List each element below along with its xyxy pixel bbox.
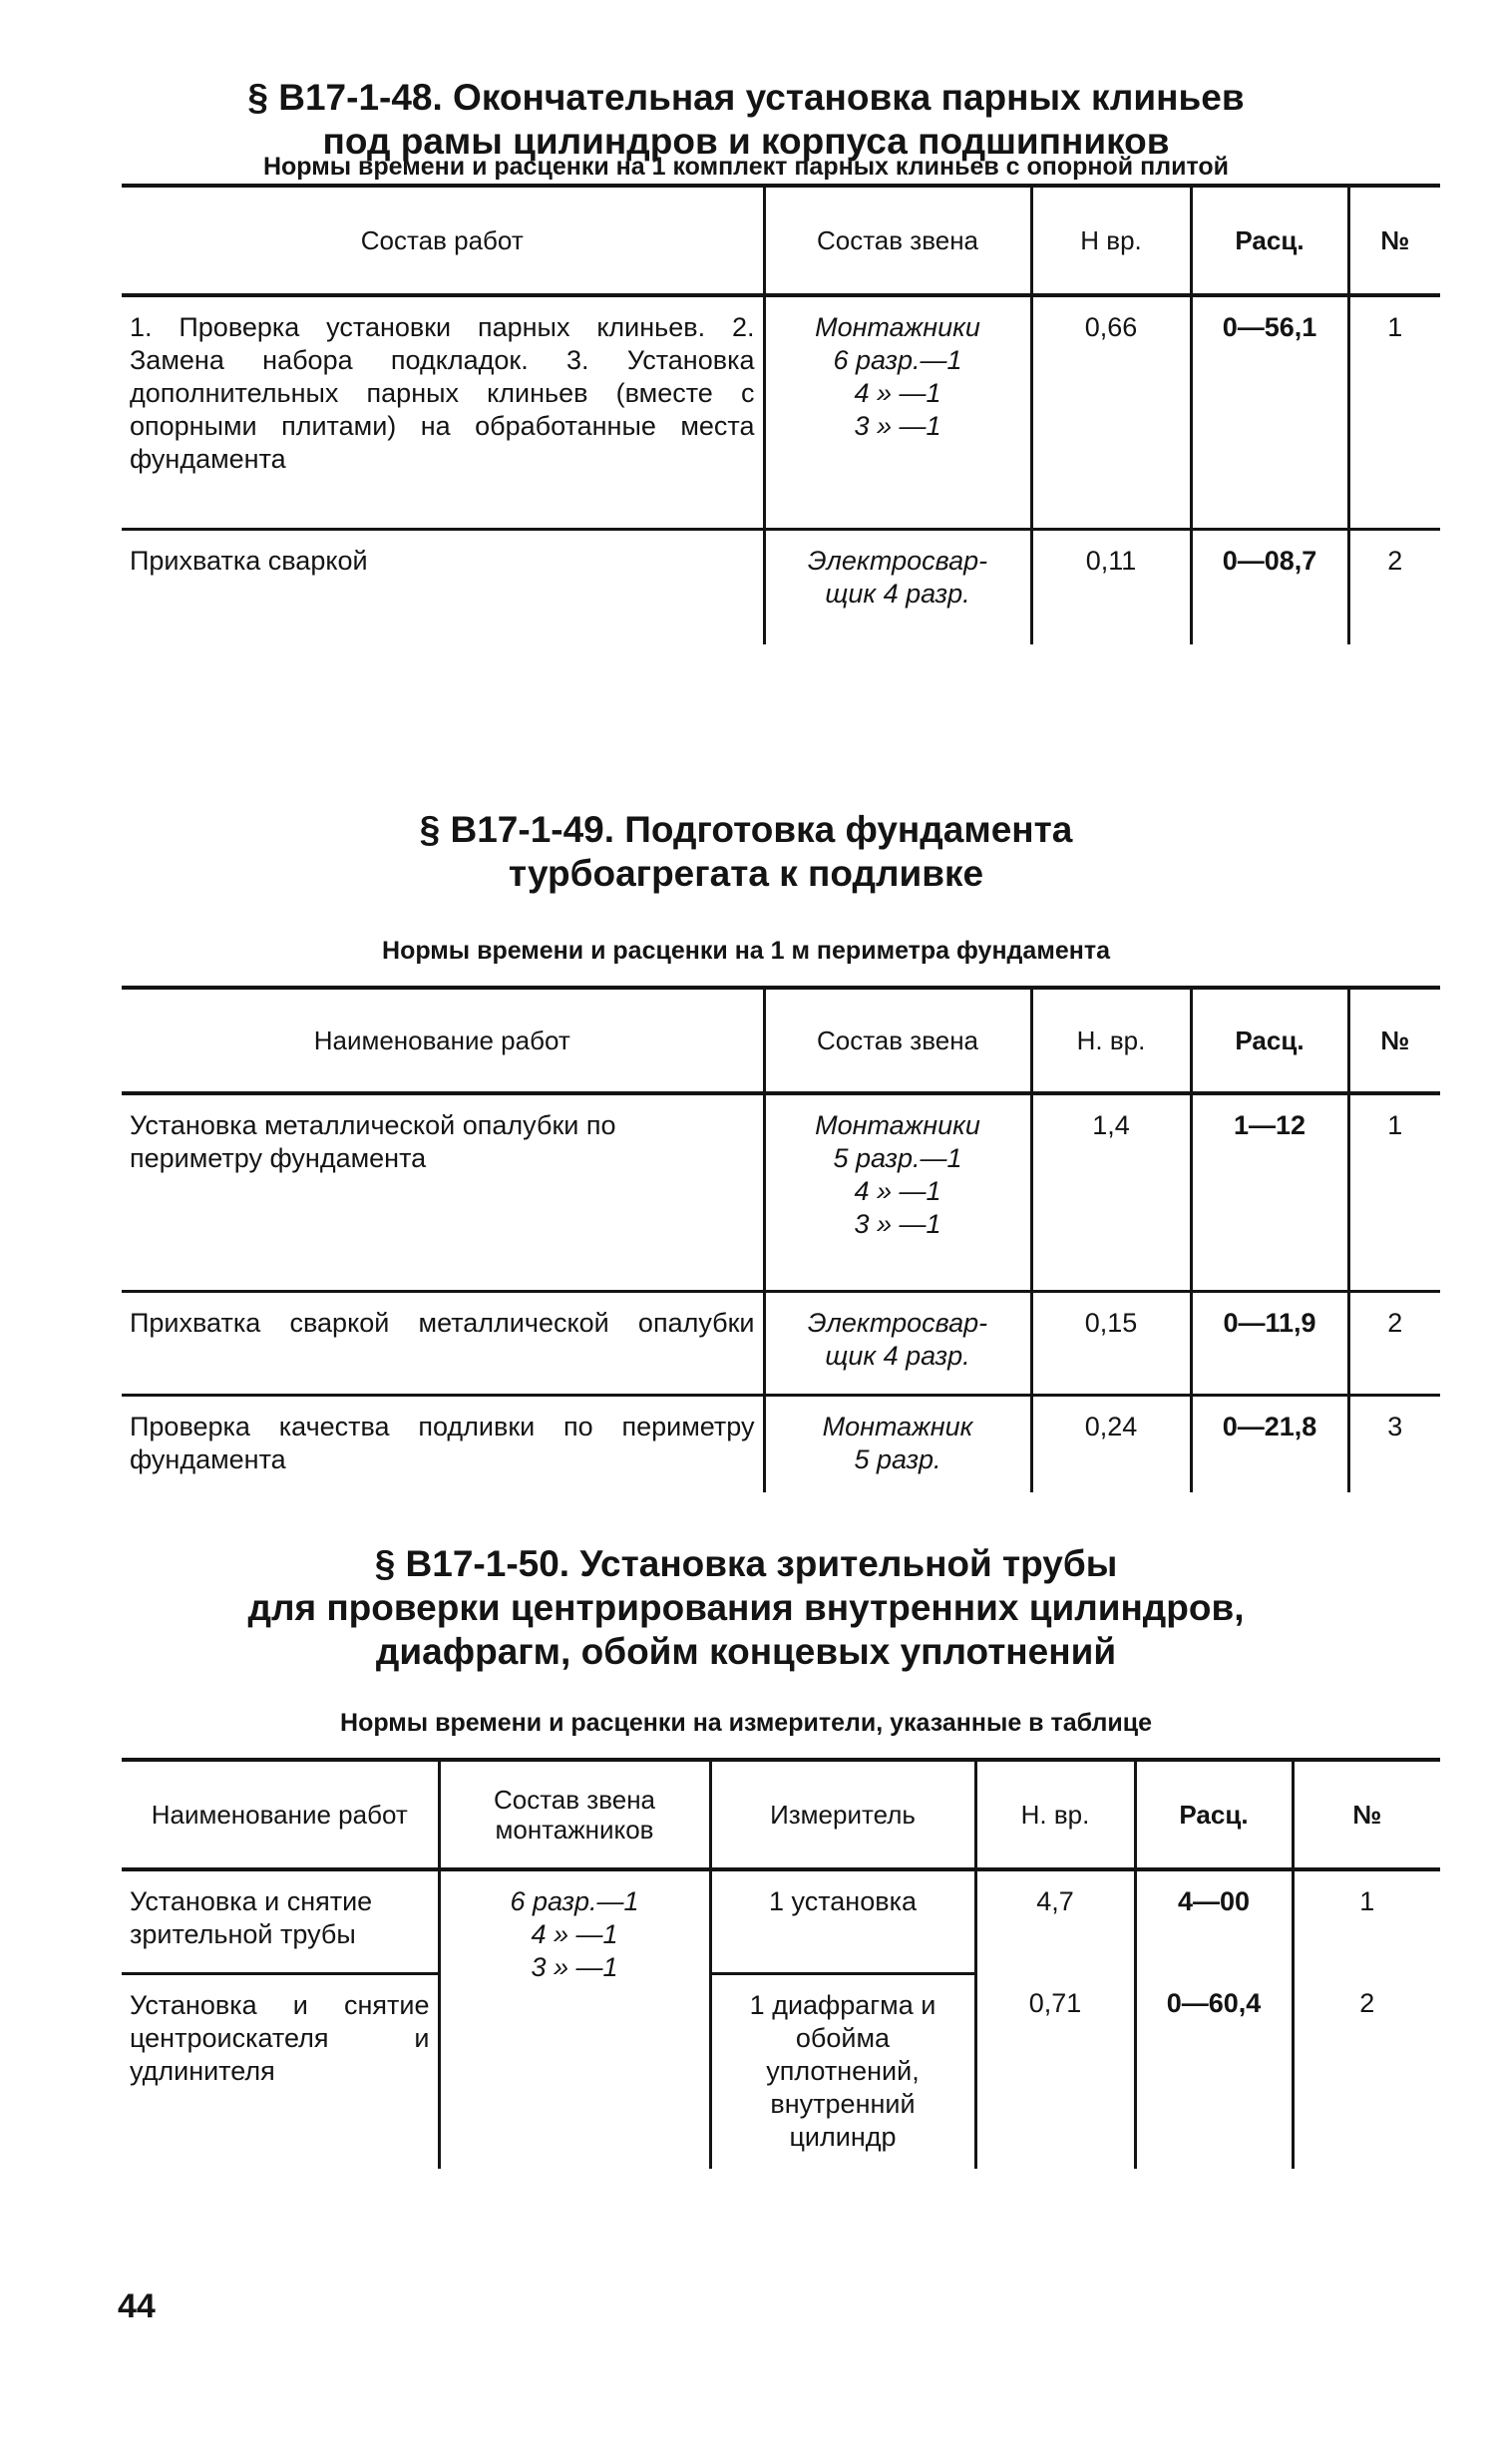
header-rate: Расц. xyxy=(1191,988,1348,1093)
cell-num: 1 xyxy=(1387,1110,1403,1140)
cell-num: 2 xyxy=(1348,1291,1440,1395)
page-number: 44 xyxy=(118,2287,156,2325)
header-num: № xyxy=(1348,186,1440,295)
cell-work: 1. Проверка установки парных клиньев. 2. Замена набора подкладок. 3. Установка дополнительных парных клиньев (вместе с опорными плитами) на обработанные места фундамента xyxy=(122,295,764,529)
cell-rate: 4—00 xyxy=(1135,1869,1293,1973)
cell-crew: Монтажник 5 разр. xyxy=(764,1395,1031,1492)
cell-rate: 0—60,4 xyxy=(1135,1973,1293,2169)
section-1-subtitle: Нормы времени и расценки на 1 комплект парных клиньев с опорной плитой xyxy=(262,153,1230,181)
table-row xyxy=(122,1093,1440,1291)
cell-rate: 1—12 xyxy=(1191,1093,1348,1291)
cell-time: 0,11 xyxy=(1031,529,1191,644)
header-crew: Состав звена монтажников xyxy=(439,1760,710,1869)
cell-work: Проверка качества подливки по периметру фундамента xyxy=(122,1395,764,1492)
header-work: Наименование работ xyxy=(122,1760,439,1869)
cell-work: Прихватка сваркой xyxy=(122,529,764,644)
header-crew: Состав звена xyxy=(764,186,1031,295)
cell-crew: Монтажники 6 разр.—1 4 » —1 3 » —1 xyxy=(764,295,1031,529)
cell-crew: Монтажники 5 разр.—1 4 » —1 3 » —1 xyxy=(764,1093,1031,1291)
cell-time: 0,24 xyxy=(1031,1395,1191,1492)
section-2-subtitle: Нормы времени и расценки на 1 м периметра фундамента xyxy=(382,937,1110,965)
cell-time: 4,7 xyxy=(975,1869,1135,1973)
header-work: Наименование работ xyxy=(122,988,764,1093)
cell-crew: Электросвар- щик 4 разр. xyxy=(764,1291,1031,1395)
cell-num: 1 xyxy=(1359,1886,1375,1916)
cell-rate: 0—56,1 xyxy=(1191,295,1348,529)
cell-work: Установка и снятие центроискателя и удлинителя xyxy=(122,1973,439,2169)
header-crew: Состав звена xyxy=(764,988,1031,1093)
table-row xyxy=(122,1291,1440,1395)
cell-time: 0,15 xyxy=(1031,1291,1191,1395)
cell-crew: 6 разр.—1 4 » —1 3 » —1 xyxy=(439,1869,710,2169)
cell-meter: 1 диафрагма и обойма уплотнений, внутренний цилиндр xyxy=(710,1973,975,2169)
section-3-table xyxy=(122,1758,1440,2169)
cell-time: 1,4 xyxy=(1031,1093,1191,1291)
table-header-row xyxy=(122,988,1440,1093)
table-header-row xyxy=(122,186,1440,295)
cell-work: Прихватка сваркой металлической опалубки xyxy=(122,1291,764,1395)
cell-num: 2 xyxy=(1348,529,1440,644)
header-rate: Расц. xyxy=(1135,1760,1293,1869)
cell-time: 0,71 xyxy=(975,1973,1135,2169)
cell-crew: Электросвар- щик 4 разр. xyxy=(764,529,1031,644)
cell-rate: 0—08,7 xyxy=(1191,529,1348,644)
table-row xyxy=(122,1973,1440,2169)
cell-num: 3 xyxy=(1348,1395,1440,1492)
cell-work: Установка и снятие зрительной трубы xyxy=(122,1869,439,1973)
header-time: Н. вр. xyxy=(1031,988,1191,1093)
table-header-row xyxy=(122,1760,1440,1869)
header-time: Н вр. xyxy=(1031,186,1191,295)
header-time: Н. вр. xyxy=(975,1760,1135,1869)
table-row xyxy=(122,529,1440,644)
table-row xyxy=(122,295,1440,529)
section-1-title: § В17-1-48. Окончательная установка парных клиньев под рамы цилиндров и корпуса подшипников xyxy=(247,77,1245,162)
header-rate: Расц. xyxy=(1191,186,1348,295)
cell-rate: 0—11,9 xyxy=(1191,1291,1348,1395)
table-row xyxy=(122,1869,1440,1973)
cell-num: 2 xyxy=(1359,1988,1375,2018)
table-row xyxy=(122,1395,1440,1492)
section-2-table xyxy=(122,986,1440,1492)
section-1-table xyxy=(122,184,1440,644)
header-num: № xyxy=(1348,988,1440,1093)
cell-time: 0,66 xyxy=(1031,295,1191,529)
section-3-subtitle: Нормы времени и расценки на измерители, указанные в таблице xyxy=(340,1709,1152,1737)
section-2-title: § В17-1-49. Подготовка фундамента турбоагрегата к подливке xyxy=(419,809,1073,894)
cell-rate: 0—21,8 xyxy=(1191,1395,1348,1492)
section-3-title: § В17-1-50. Установка зрительной трубы для проверки центрирования внутренних цилиндров, диафрагм, обойм концевых уплотнений xyxy=(247,1543,1245,1672)
cell-num: 1 xyxy=(1387,312,1403,342)
cell-meter: 1 установка xyxy=(710,1869,975,1973)
header-meter: Измеритель xyxy=(710,1760,975,1869)
header-num: № xyxy=(1293,1760,1440,1869)
cell-work: Установка металлической опалубки по периметру фундамента xyxy=(122,1093,764,1291)
header-work: Состав работ xyxy=(122,186,764,295)
